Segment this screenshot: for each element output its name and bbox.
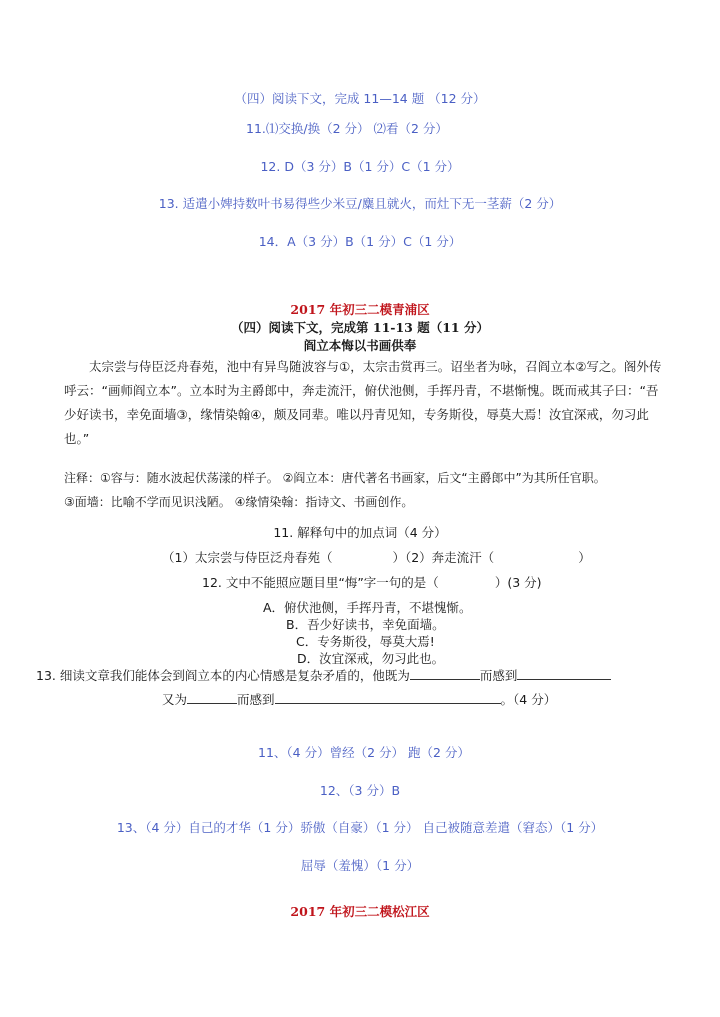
q13-text-b: 而感到 bbox=[479, 668, 518, 683]
q13-blank-3[interactable] bbox=[187, 691, 237, 704]
region-title-qingpu: 2017 年初三二模青浦区 bbox=[290, 302, 430, 317]
q12-score: ）(3 分) bbox=[494, 575, 542, 590]
q13-text-a: 13. 细读文章我们能体会到阎立本的内心情感是复杂矛盾的，他既为 bbox=[36, 668, 410, 683]
answer-b-11: 11、（4 分）曾经（2 分） 跑（2 分） bbox=[258, 745, 470, 760]
option-a: A．俯伏池侧，手挥丹青，不堪愧惭。 bbox=[263, 600, 472, 615]
answer-b-13-cont: 屈辱（羞愧）（1 分） bbox=[300, 858, 420, 873]
question-11-items bbox=[162, 550, 591, 566]
passage bbox=[64, 355, 664, 451]
answer-b-13: 13、（4 分）自己的才华（1 分）骄傲（自豪）（1 分） 自己被随意差遣（窘态）（1 分） bbox=[116, 820, 604, 835]
answer-13: 13. 适遣小婢持数叶书易得些少米豆/麋且就火，而灶下无一茎薪（2 分） bbox=[158, 196, 562, 211]
question-11: 11. 解释句中的加点词（4 分） bbox=[273, 525, 447, 540]
question-12 bbox=[202, 575, 542, 591]
question-13-line-1 bbox=[36, 667, 611, 684]
passage-text: 太宗尝与侍臣泛舟春苑，池中有异鸟随波容与①，太宗击赏再三。诏坐者为咏，召阎立本②写之。阁外传呼云：“画师阎立本”。立本时为主爵郎中，奔走流汗，俯伏池侧，手挥丹青，不堪惭愧。既而戒其子曰：“吾少好读书，幸免面墙③，缘情染翰④，颇及同辈。唯以丹青见知，专务斯役，辱莫大焉！汝宜深戒，勿习此也。” bbox=[64, 359, 662, 446]
q11-item-1: （1）太宗尝与侍臣泛舟春苑（ bbox=[162, 550, 333, 565]
q13-text-c: 又为 bbox=[162, 692, 188, 707]
section-heading: （四）阅读下文，完成第 11-13 题（11 分） bbox=[231, 320, 489, 335]
q11-item-2: ）（2）奔走流汗（ bbox=[392, 550, 495, 565]
region-title-songjiang: 2017 年初三二模松江区 bbox=[290, 904, 430, 919]
q13-blank-1[interactable] bbox=[410, 667, 480, 680]
answer-14: 14．A（3 分）B（1 分）C（1 分） bbox=[258, 234, 462, 249]
answer-b-12: 12、（3 分）B bbox=[319, 783, 401, 798]
passage-title: 阎立本悔以书画供奉 bbox=[303, 338, 417, 353]
q13-blank-2[interactable] bbox=[517, 667, 611, 680]
notes-line-1: 注释：①容与：随水波起伏荡漾的样子。 ②阎立本：唐代著名书画家，后文“主爵郎中”为其所任官职。 bbox=[64, 471, 606, 485]
notes-line-2: ③面墙：比喻不学而见识浅陋。 ④缘情染翰：指诗文、书画创作。 bbox=[64, 495, 414, 509]
q12-text: 12. 文中不能照应题目里“悔”字一句的是（ bbox=[202, 575, 439, 590]
question-13-line-2 bbox=[162, 691, 556, 708]
option-b: B．吾少好读书，幸免面墙。 bbox=[286, 617, 445, 632]
answer-11: 11.⑴交换/换（2 分） ⑵看（2 分） bbox=[246, 121, 448, 136]
option-d: D．汝宜深戒，勿习此也。 bbox=[297, 651, 445, 666]
q11-item-close: ） bbox=[578, 550, 591, 565]
q13-text-d: 而感到 bbox=[237, 692, 275, 707]
answer-12: 12. D（3 分）B（1 分）C（1 分） bbox=[260, 159, 460, 174]
option-c: C．专务斯役，辱莫大焉! bbox=[296, 634, 435, 649]
q13-blank-4[interactable] bbox=[275, 691, 501, 704]
answers-heading: （四）阅读下文，完成 11—14 题 （12 分） bbox=[234, 91, 486, 106]
q13-text-e: 。（4 分） bbox=[500, 692, 557, 707]
